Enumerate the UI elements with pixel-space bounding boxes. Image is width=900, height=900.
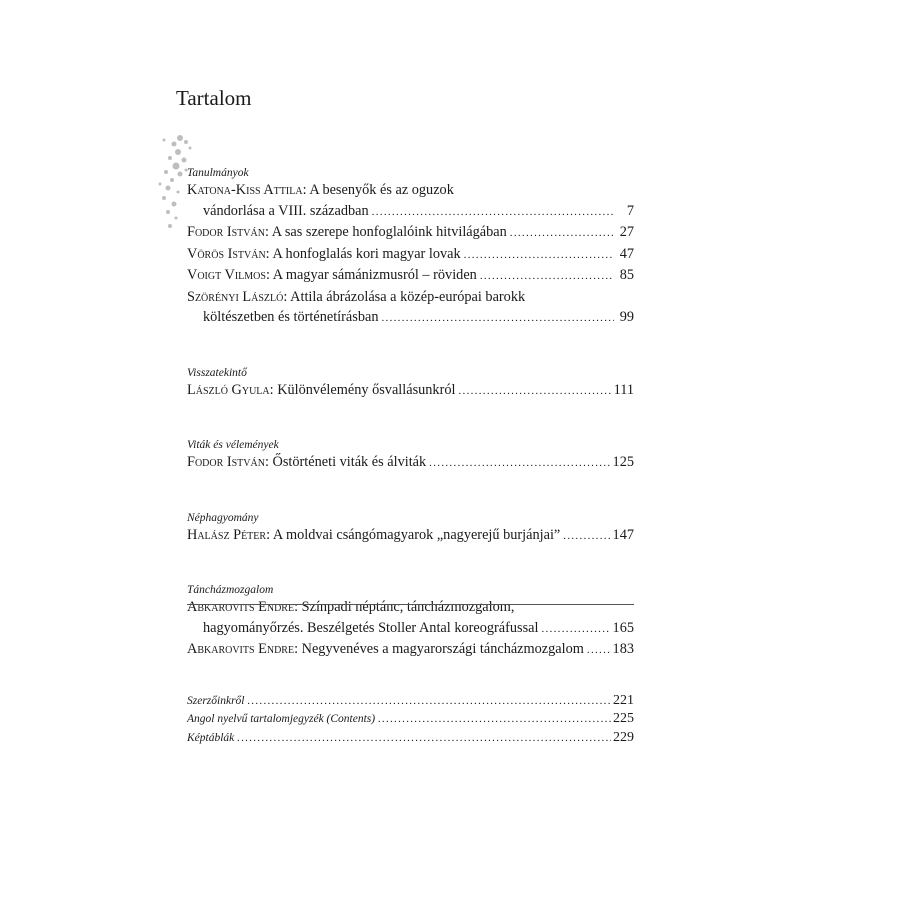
page-number: 147 — [612, 526, 634, 543]
entry-text — [203, 307, 378, 328]
entry-text: Katona-Kiss Attila: A besenyők és az oguzok — [187, 182, 454, 198]
section-label: Viták és vélemények — [187, 439, 279, 451]
toc-entry — [187, 639, 634, 661]
entry-text: Vörös István: A honfoglalás kori magyar lovak — [187, 245, 461, 262]
toc-section — [187, 438, 634, 474]
toc-line — [187, 287, 634, 308]
page-number: 85 — [619, 267, 634, 283]
page-number: 7 — [626, 202, 634, 219]
toc-section — [187, 511, 634, 547]
annex-section — [187, 692, 634, 748]
dot-leader — [464, 245, 614, 266]
entry-author: Szörényi László — [187, 288, 284, 305]
toc-line — [187, 525, 634, 547]
entry-title: A besenyők és az oguzok — [309, 182, 454, 198]
entry-author: Halász Péter — [187, 526, 267, 543]
dot-leader — [510, 223, 614, 244]
toc-line — [187, 618, 634, 640]
toc-line — [187, 307, 634, 329]
annex-entry — [187, 710, 634, 729]
toc-entry — [187, 452, 634, 474]
dot-leader — [381, 308, 614, 329]
entry-author: Fodor István — [187, 454, 265, 470]
page-number: 229 — [613, 729, 634, 745]
entry-title: Színpadi néptánc, táncházmozgalom, — [301, 599, 515, 615]
toc-entry — [187, 244, 634, 266]
entry-title: Különvélemény ősvallásunkról — [277, 381, 456, 398]
page-number: 111 — [613, 381, 634, 398]
entry-title: A magyar sámánizmusról – röviden — [272, 267, 477, 283]
entry-title: költészetben és történetírásban — [203, 309, 379, 325]
toc-entry — [187, 525, 634, 547]
toc-line — [187, 710, 634, 729]
toc-section — [187, 583, 634, 661]
entry-title: Negyvenéves a magyarországi táncházmozgalom — [301, 641, 584, 657]
dot-leader — [248, 693, 612, 711]
dot-leader — [458, 381, 611, 402]
page-number: 99 — [619, 309, 634, 325]
entry-text — [203, 201, 369, 222]
entry-text: Voigt Vilmos: A magyar sámánizmusról – röviden — [187, 267, 477, 283]
annex-title: Képtáblák — [187, 731, 235, 744]
page-number: 27 — [619, 224, 634, 240]
toc-entry — [187, 222, 634, 244]
toc-line — [187, 639, 634, 661]
section-label: Tanulmányok — [187, 167, 249, 179]
toc-line — [187, 222, 634, 244]
annex-entry — [187, 729, 634, 748]
entry-text: Fodor István: Őstörténeti viták és álviták — [187, 454, 427, 470]
entry-author: Fodor István — [187, 224, 265, 240]
entry-text: Szörényi László: Attila ábrázolása a közép-európai barokk — [187, 288, 526, 305]
entry-text: László Gyula: Különvélemény ősvallásunkról — [187, 381, 456, 398]
toc-line — [187, 380, 634, 402]
entry-text: Abkarovits Endre: Negyvenéves a magyarországi táncházmozgalom — [187, 641, 584, 657]
dot-leader — [429, 453, 610, 474]
dot-leader — [587, 640, 611, 661]
dot-leader — [372, 202, 614, 223]
toc-line — [187, 597, 634, 618]
annex-title: Szerzőinkről — [187, 694, 245, 707]
toc-entry — [187, 180, 634, 222]
toc-line — [187, 180, 634, 201]
entry-title: Attila ábrázolása a közép-európai barokk — [290, 288, 526, 305]
dot-leader — [237, 730, 611, 748]
entry-author: Abkarovits Endre — [187, 599, 295, 615]
annex-title: Angol nyelvű tartalomjegyzék (Contents) — [187, 713, 376, 725]
page-number: 47 — [619, 245, 634, 262]
section-label: Visszatekintő — [187, 366, 247, 379]
toc-line — [187, 452, 634, 474]
entry-title: A honfoglalás kori magyar lovak — [272, 245, 461, 262]
toc-entry — [187, 265, 634, 287]
entry-author: Abkarovits Endre — [187, 641, 295, 657]
entry-title: Őstörténeti viták és álviták — [272, 454, 427, 470]
page-number: 221 — [613, 692, 634, 708]
toc-entry — [187, 287, 634, 329]
page-number: 225 — [613, 711, 634, 726]
toc-line — [187, 692, 634, 711]
page-number: 125 — [612, 454, 634, 470]
dot-leader — [480, 266, 614, 287]
entry-author: Voigt Vilmos — [187, 267, 266, 283]
entry-text: Halász Péter: A moldvai csángómagyarok „nagyerejű burjánjai” — [187, 526, 561, 543]
entry-text: Abkarovits Endre: Színpadi néptánc, táncházmozgalom, — [187, 599, 515, 615]
toc-line — [187, 729, 634, 748]
entry-title: vándorlása a VIII. században — [203, 202, 369, 219]
entry-title: A moldvai csángómagyarok „nagyerejű burjánjai” — [272, 526, 561, 543]
section-label: Táncházmozgalom — [187, 584, 274, 596]
entry-text: Fodor István: A sas szerepe honfoglalóink hitvilágában — [187, 224, 507, 240]
toc-section — [187, 166, 634, 329]
toc-line — [187, 201, 634, 223]
entry-title: A sas szerepe honfoglalóink hitvilágában — [271, 224, 507, 240]
dot-leader — [541, 619, 610, 640]
toc-section — [187, 366, 634, 402]
table-of-contents — [187, 166, 634, 747]
dot-leader — [563, 526, 610, 547]
page-title: Tartalom — [176, 86, 252, 110]
page-number: 165 — [612, 619, 634, 636]
dot-leader — [378, 711, 611, 729]
entry-author: László Gyula — [187, 381, 270, 398]
toc-line — [187, 244, 634, 266]
entry-author: Katona-Kiss Attila — [187, 182, 303, 198]
toc-line — [187, 265, 634, 287]
page-number: 183 — [612, 641, 634, 657]
annex-divider — [187, 604, 634, 605]
entry-author: Vörös István — [187, 245, 266, 262]
annex-entry — [187, 692, 634, 711]
entry-text — [203, 618, 538, 639]
toc-entry — [187, 380, 634, 402]
entry-title: hagyományőrzés. Beszélgetés Stoller Antal koreográfussal — [203, 619, 539, 636]
section-label: Néphagyomány — [187, 511, 259, 524]
